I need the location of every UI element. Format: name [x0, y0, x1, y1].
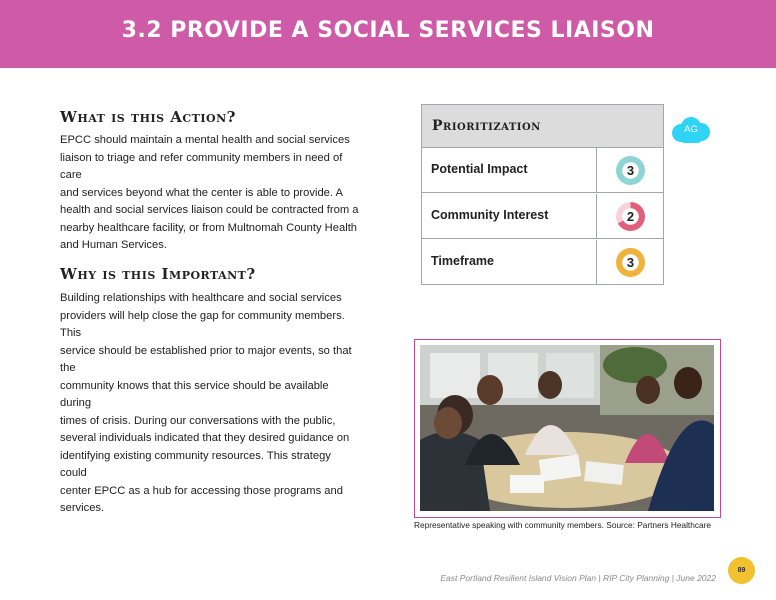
what-line: health and social services liaison could be contracted from a — [60, 204, 359, 216]
what-heading: What is this Action? — [60, 108, 236, 126]
why-line: community knows that this service should be available during — [60, 379, 329, 409]
why-line: several individuals indicated that they desired guidance on — [60, 432, 350, 444]
what-line: and Human Services. — [60, 239, 167, 251]
prioritization-row-impact — [422, 148, 663, 193]
prioritization-header — [422, 105, 663, 148]
what-body — [60, 132, 360, 255]
prioritization-title: Prioritization — [432, 118, 541, 134]
meeting-photo — [420, 345, 714, 511]
why-line: services. — [60, 502, 105, 514]
row-label: Community Interest — [431, 208, 549, 222]
score-badge: 2 — [616, 202, 645, 231]
score-cell — [596, 240, 663, 285]
score-cell — [596, 194, 663, 238]
footer-text: East Portland Resilient Island Vision Plan | RIP City Planning | June 2022 — [440, 573, 716, 583]
why-line: providers will help close the gap for community members. This — [60, 309, 345, 339]
row-label: Potential Impact — [431, 162, 528, 176]
prioritization-row-interest — [422, 194, 663, 239]
score-badge: 3 — [616, 248, 645, 277]
prioritization-row-timeframe — [422, 240, 663, 285]
photo-caption: Representative speaking with community members. Source: Partners Healthcare — [414, 520, 711, 530]
page-number: 89 — [728, 557, 755, 584]
why-line: times of crisis. During our conversations with the public, — [60, 414, 336, 427]
page-header — [0, 0, 776, 68]
why-line: service should be established prior to major events, so that the — [60, 344, 352, 374]
prioritization-table — [421, 104, 664, 285]
ag-label: AG — [684, 124, 698, 135]
photo-frame — [414, 339, 721, 518]
what-line: nearby healthcare facility, or from Multnomah County Health — [60, 221, 358, 234]
score-cell — [596, 148, 663, 192]
why-line: Building relationships with healthcare and social services — [60, 292, 342, 304]
what-line: EPCC should maintain a mental health and social services — [60, 134, 350, 146]
what-line: liaison to triage and refer community members in need of care — [60, 151, 343, 181]
what-line: and services beyond what the center is able to provide. A — [60, 186, 343, 199]
why-heading: Why is this Important? — [60, 265, 256, 283]
why-line: center EPCC as a hub for accessing those programs and — [60, 484, 343, 497]
page-title: 3.2 PROVIDE A SOCIAL SERVICES LIAISON — [121, 18, 655, 43]
ag-tag — [669, 117, 713, 145]
why-line: identifying existing community resources. This strategy could — [60, 449, 331, 479]
row-label: Timeframe — [431, 254, 494, 268]
score-badge: 3 — [616, 156, 645, 185]
why-body — [60, 290, 360, 518]
